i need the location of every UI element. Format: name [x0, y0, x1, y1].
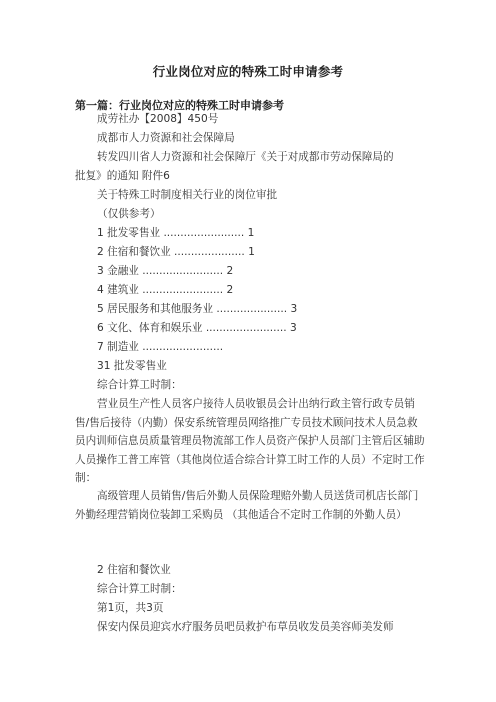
document-line: 保安内保员迎宾水疗服务员吧员救护布草员收发员美容师美发师 — [97, 621, 394, 633]
toc-entry: 7 制造业 ........................ — [97, 341, 224, 353]
document-line: 综合计算工时制： — [97, 583, 182, 595]
document-line: 成都市人力资源和社会保障局 — [97, 132, 235, 144]
page-number: 第1页，共3页 — [97, 602, 164, 614]
toc-entry: 1 批发零售业 ........................ 1 — [97, 227, 255, 239]
toc-entry: 3 金融业 ........................ 2 — [97, 265, 234, 277]
toc-entry: 6 文化、体育和娱乐业 ........................ 3 — [97, 322, 297, 334]
paragraph: 营业员生产性人员客户接待人员收银员会计出纳行政主管行政专员销售/售后接待（内勤）保安系统管理员网络推广专员技术顾问技术人员急救员内训师信息员质量管理员物流部工作人员资产保护人员部门主管后区辅助人员操作工普工库管（其他岗位适合综合计算工时工作的人员）不定时工作制： — [75, 398, 425, 484]
document-line: 转发四川省人力资源和社会保障厅《关于对成都市劳动保障局的 — [97, 151, 394, 163]
document-title: 行业岗位对应的特殊工时申请参考 — [152, 64, 344, 79]
document-line: 关于特殊工时制度相关行业的岗位审批 — [97, 189, 278, 201]
paragraph: 高级管理人员销售/售后外勤人员保险理赔外勤人员送货司机店长部门外勤经理营销岗位装卸工采购员 （其他适合不定时工作制的外勤人员） — [75, 490, 419, 521]
document-line: 31 批发零售业 — [97, 360, 167, 372]
document-line: 批复》的通知 附件6 — [75, 170, 170, 182]
document-line: （仅供参考） — [97, 208, 161, 220]
toc-entry: 4 建筑业 ........................ 2 — [97, 284, 234, 296]
section-heading: 第一篇：行业岗位对应的特殊工时申请参考 — [75, 99, 284, 112]
toc-entry: 5 居民服务和其他服务业 ..................... 3 — [97, 303, 298, 315]
document-line: 成劳社办【2008】450号 — [97, 113, 219, 125]
toc-entry: 2 住宿和餐饮业 ..................... 1 — [97, 246, 255, 258]
document-line: 2 住宿和餐饮业 — [97, 564, 171, 576]
document-line: 综合计算工时制： — [97, 379, 182, 391]
